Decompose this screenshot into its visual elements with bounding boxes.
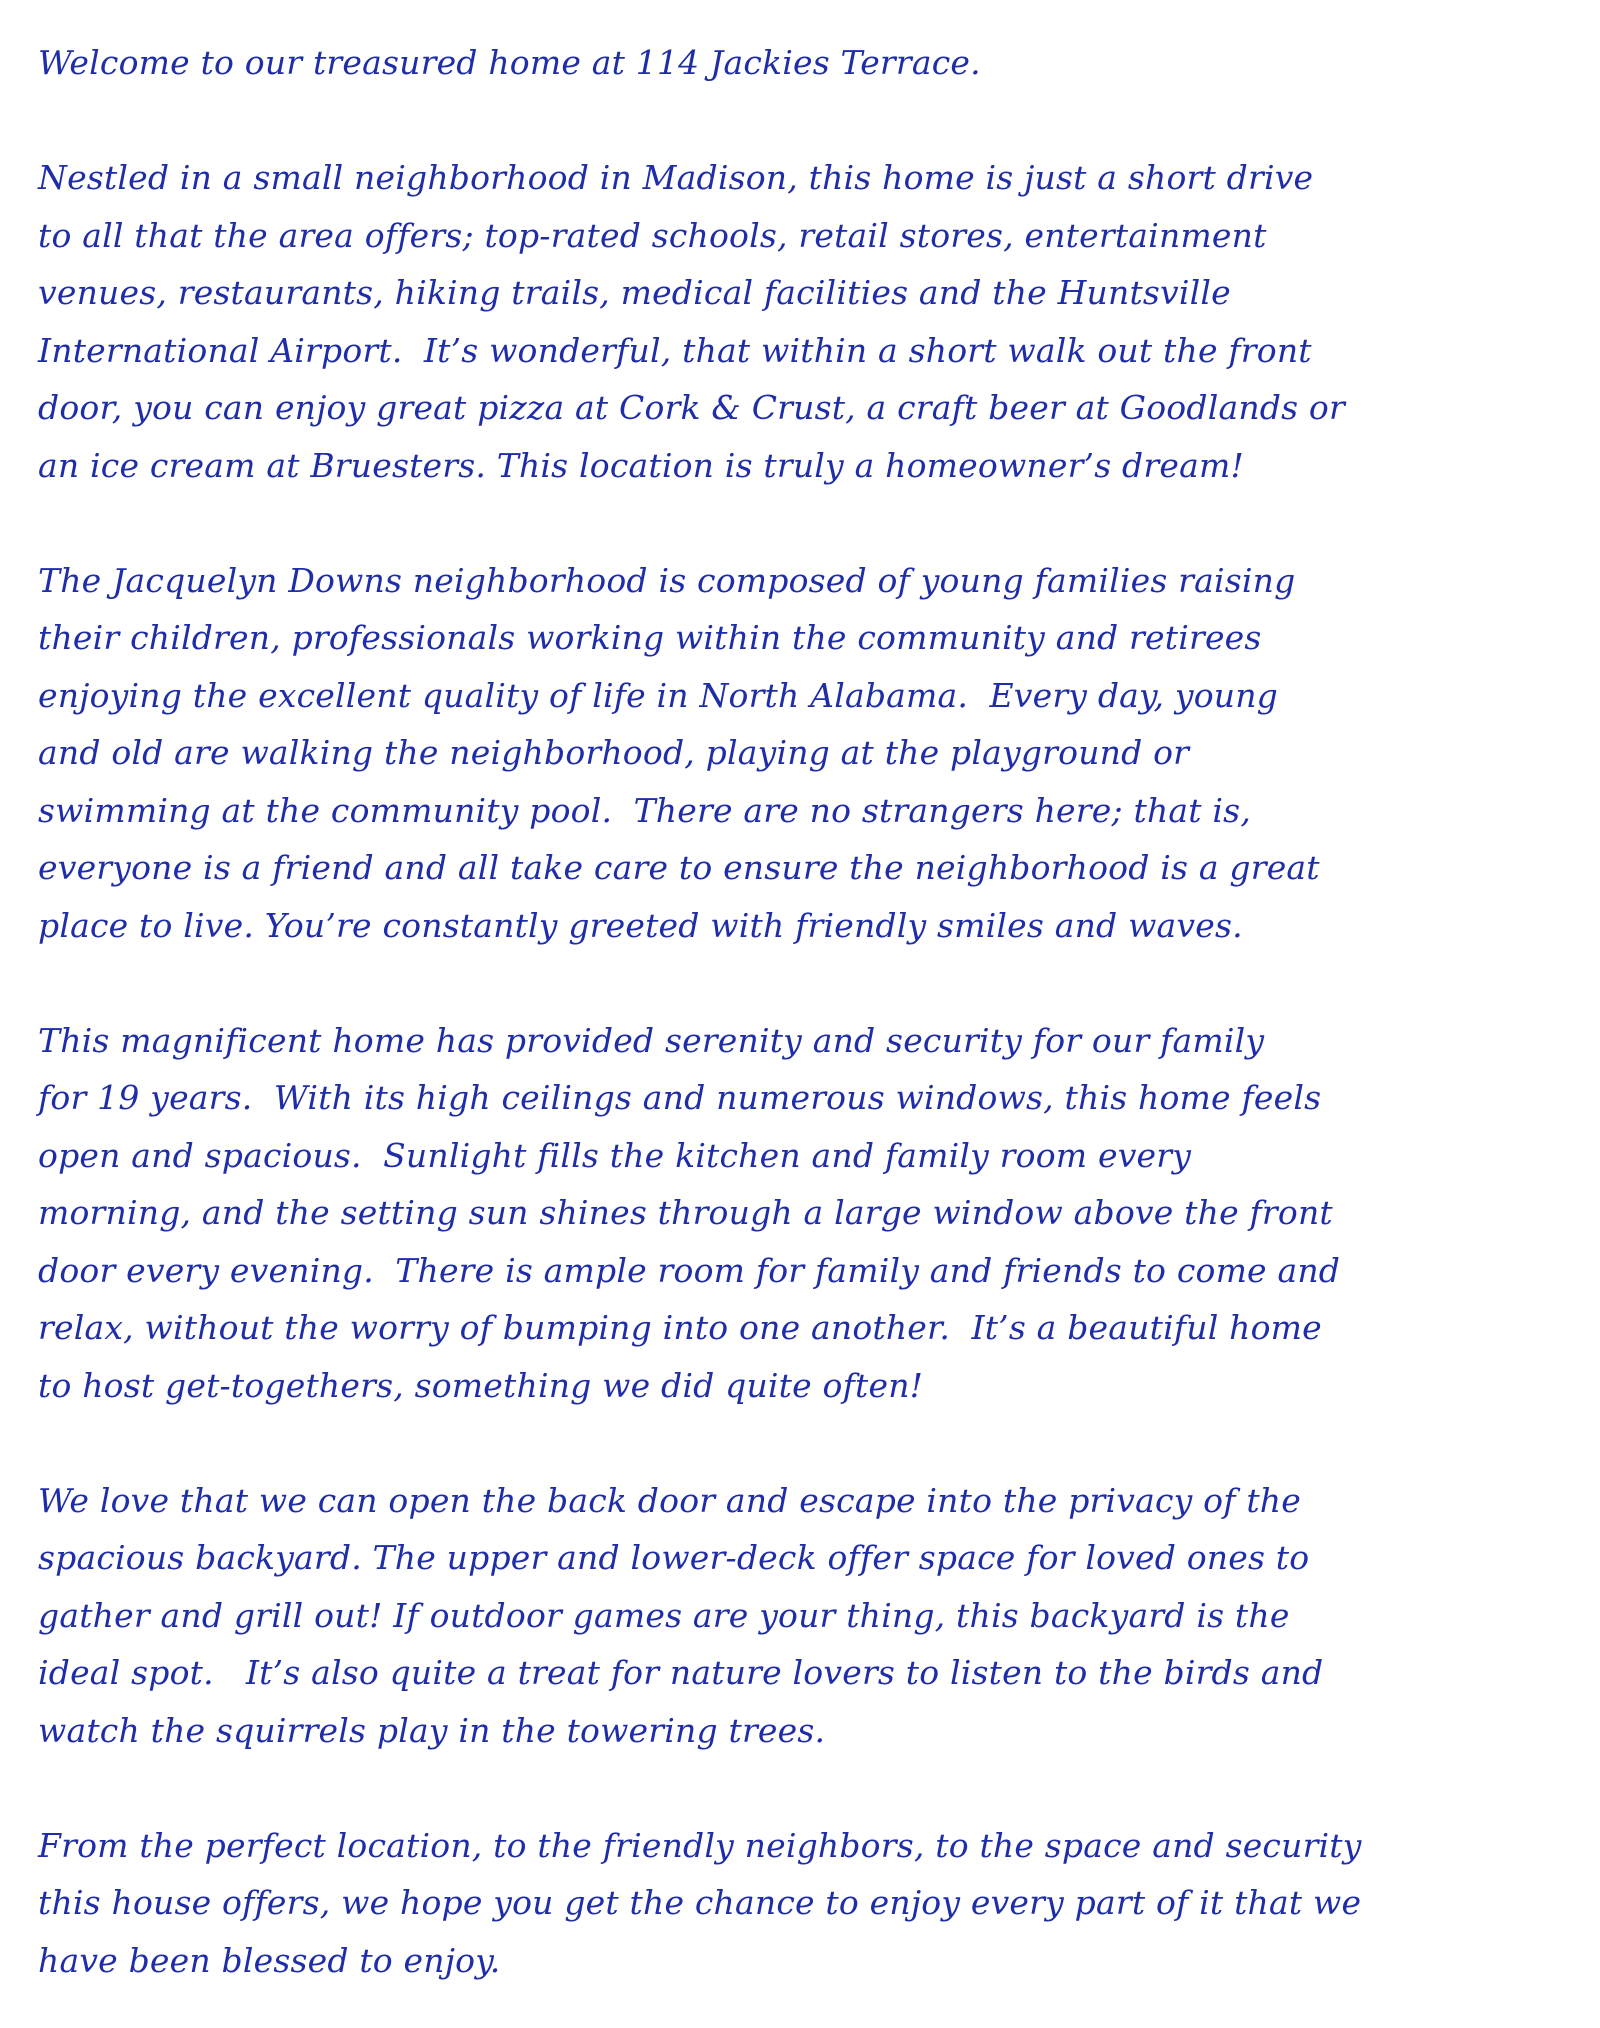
text-line: watch the squirrels play in the towering trees. [38, 1710, 826, 1750]
text-line: to all that the area offers; top-rated schools, retail stores, entertainment [38, 215, 1267, 255]
text-line: We love that we can open the back door and escape into the privacy of the [38, 1480, 1301, 1520]
text-line: This magnificent home has provided serenity and security for our family [38, 1020, 1265, 1060]
text-line: From the perfect location, to the friendly neighbors, to the space and security [38, 1825, 1362, 1865]
text-line: everyone is a friend and all take care to ensure the neighborhood is a great [38, 848, 1320, 887]
text-line: and old are walking the neighborhood, playing at the playground or [38, 733, 1190, 772]
text-line: spacious backyard. The upper and lower-deck offer space for loved ones to [38, 1538, 1310, 1577]
text-line: to host get-togethers, something we did quite often! [38, 1365, 924, 1405]
text-line: an ice cream at Bruesters. This location is truly a homeowner’s dream! [38, 445, 1244, 485]
text-line: Welcome to our treasured home at 114 Jackies Terrace. [38, 43, 981, 82]
paragraph-location [38, 149, 1568, 494]
paragraph-backyard [38, 1472, 1568, 1760]
text-line: open and spacious. Sunlight fills the kitchen and family room every [38, 1135, 1192, 1175]
text-line: venues, restaurants, hiking trails, medical facilities and the Huntsville [38, 273, 1231, 312]
text-line: door, you can enjoy great pizza at Cork & Crust, a craft beer at Goodlands or [38, 388, 1345, 427]
text-line: ideal spot. It’s also quite a treat for nature lovers to listen to the birds and [38, 1653, 1324, 1692]
text-line: International Airport. It’s wonderful, that within a short walk out the front [38, 330, 1312, 370]
text-line: The Jacquelyn Downs neighborhood is composed of young families raising [38, 560, 1296, 600]
text-line: morning, and the setting sun shines through a large window above the front [38, 1193, 1333, 1232]
text-line: this house offers, we hope you get the chance to enjoy every part of it that we [38, 1883, 1362, 1922]
text-line: for 19 years. With its high ceilings and numerous windows, this home feels [38, 1078, 1322, 1117]
paragraph-closing [38, 1817, 1568, 1990]
paragraph-welcome [38, 34, 1568, 92]
paragraph-home [38, 1012, 1568, 1415]
text-line: gather and grill out! If outdoor games are your thing, this backyard is the [38, 1595, 1290, 1635]
text-line: place to live. You’re constantly greeted with friendly smiles and waves. [38, 905, 1243, 945]
paragraph-neighborhood [38, 552, 1568, 955]
text-line: their children, professionals working within the community and retirees [38, 618, 1262, 657]
text-line: enjoying the excellent quality of life in North Alabama. Every day, young [38, 675, 1279, 715]
letter-body [38, 34, 1568, 1989]
text-line: have been blessed to enjoy. [38, 1940, 501, 1980]
text-line: swimming at the community pool. There are no strangers here; that is, [38, 790, 1252, 830]
text-line: door every evening. There is ample room for family and friends to come and [38, 1250, 1341, 1290]
text-line: relax, without the worry of bumping into one another. It’s a beautiful home [38, 1308, 1322, 1347]
text-line: Nestled in a small neighborhood in Madison, this home is just a short drive [38, 158, 1314, 197]
